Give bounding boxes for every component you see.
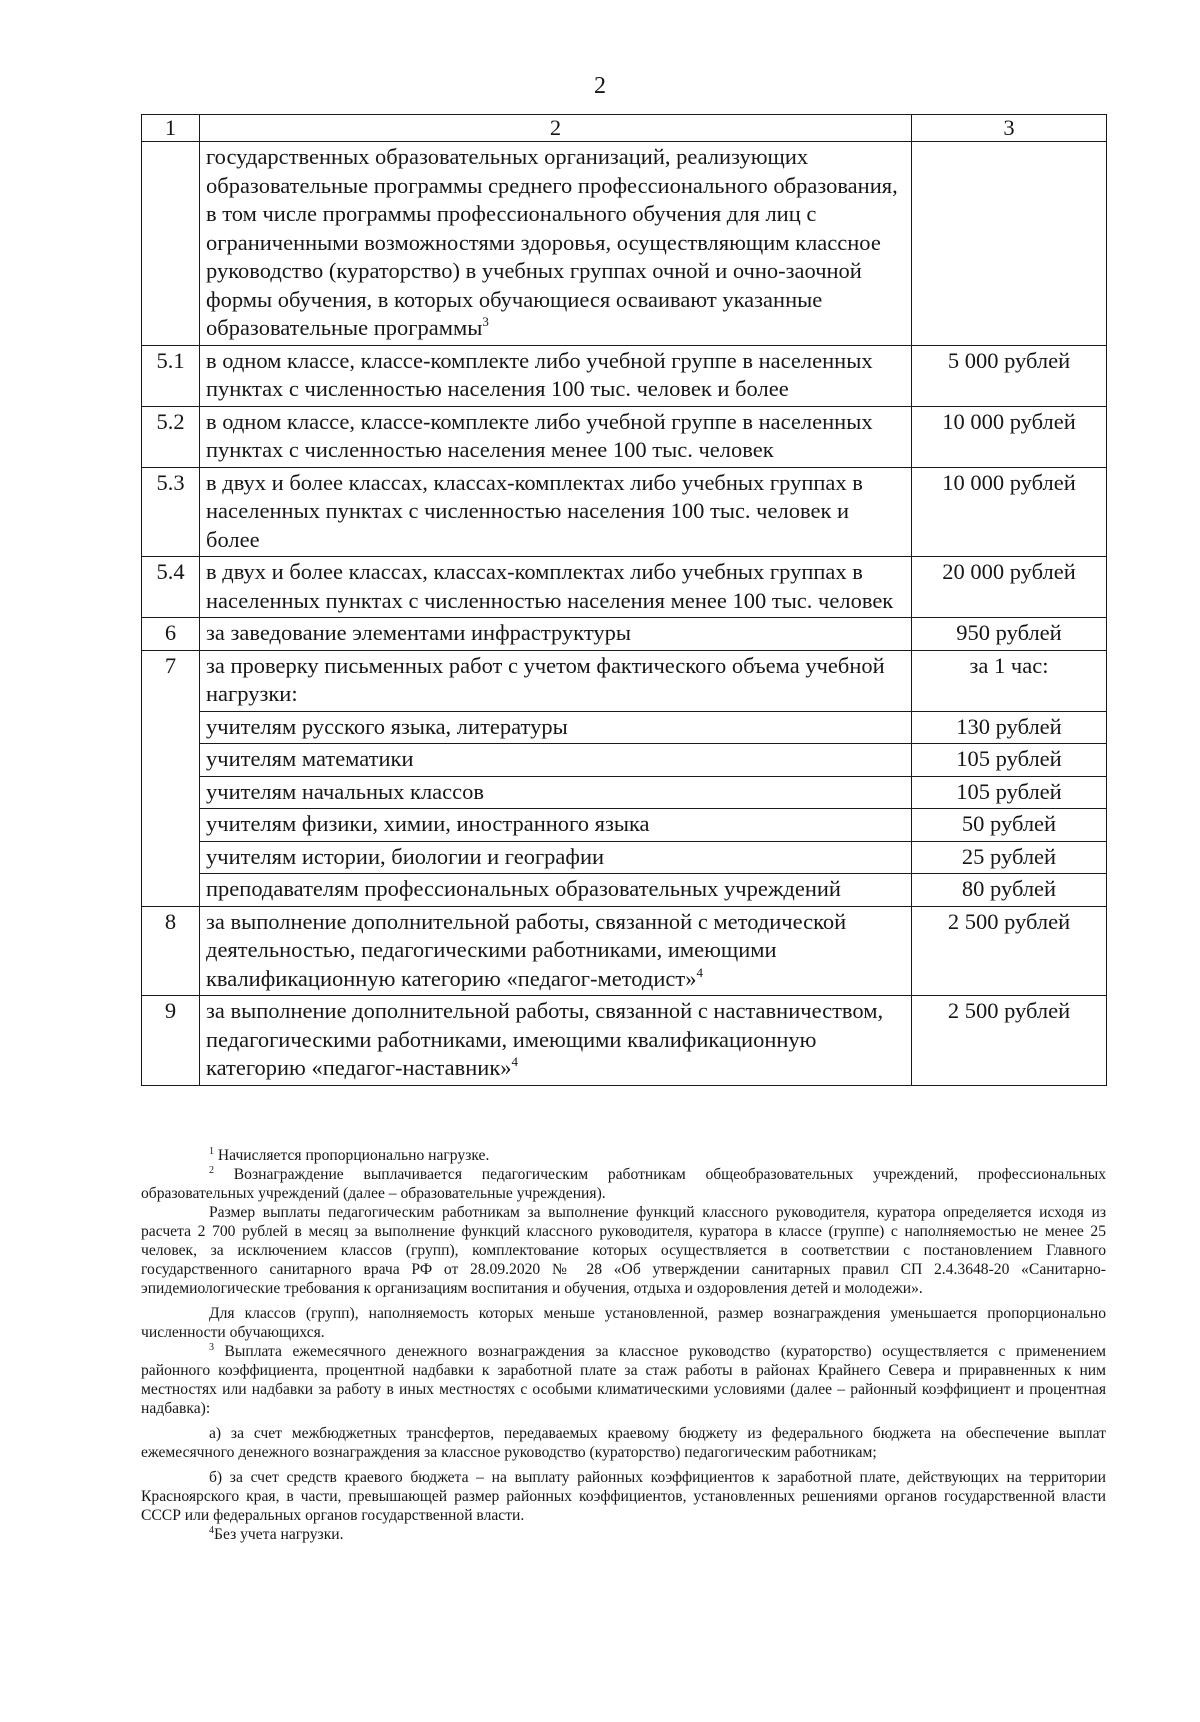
footnote-2-paragraph: Для классов (групп), наполняемость которых меньше установленной, размер вознаграждения уменьшается пропорционально численности обучающихся. — [141, 1305, 1106, 1341]
header-col-2: 2 — [200, 115, 912, 142]
row-description: в одном классе, классе-комплекте либо учебной группе в населенных пунктах с численностью населения менее 100 тыс. человек — [200, 406, 912, 467]
footnote-mark: 4 — [209, 1525, 214, 1536]
table-row — [142, 345, 1107, 406]
footnote-1: $^1$ Начисляется пропорционально нагрузке. — [209, 1146, 490, 1164]
row-number: 5.4 — [142, 557, 200, 618]
row-description: учителям русского языка, литературы — [200, 711, 912, 744]
row-number: 6 — [142, 618, 200, 651]
row-number: 5.2 — [142, 406, 200, 467]
table-row — [142, 841, 1107, 874]
footnote-2-paragraph: Размер выплаты педагогическим работникам за выполнение функций классного руководителя, куратора определяется исходя из расчета 2 700 рублей в месяц за выполнение функций классного руководителя, куратора в классе (группе) с наполняемостью не менее 25 человек, за исключением классов (групп), комплектование которых осуществляется в соответствии с постановлением Главного государственного санитарного врача РФ от 28.09.2020 № 28 «Об утверждении санитарных правил СП 2.4.3648-20 «Санитарно-эпидемиологические требования к организациям воспитания и обучения, отдыха и оздоровления детей и молодежи». — [141, 1204, 1106, 1297]
footnote-mark: 2 — [209, 1165, 214, 1176]
table-row — [142, 996, 1107, 1086]
table-row — [142, 467, 1107, 557]
row-amount: 2 500 рублей — [912, 996, 1107, 1086]
row-description: учителям математики — [200, 744, 912, 777]
header-col-3: 3 — [912, 115, 1107, 142]
row-description: преподавателям профессиональных образовательных учреждений — [200, 874, 912, 907]
row-description: в двух и более классах, классах-комплектах либо учебных группах в населенных пунктах с численностью населения 100 тыс. человек и более — [200, 467, 912, 557]
row-amount: 950 рублей — [912, 618, 1107, 651]
row-description: в двух и более классах, классах-комплектах либо учебных группах в населенных пунктах с численностью населения менее 100 тыс. человек — [200, 557, 912, 618]
table-header-row — [142, 115, 1107, 142]
row-description: учителям физики, химии, иностранного языка — [200, 809, 912, 842]
row-description: за выполнение дополнительной работы, связанной с методической деятельностью, педагогическими работниками, имеющими квалификационную категорию «педагог-методист»$^4$ — [200, 906, 912, 996]
table-row — [142, 406, 1107, 467]
row-amount: 5 000 рублей — [912, 345, 1107, 406]
table-row — [142, 618, 1107, 651]
row-amount: 130 рублей — [912, 711, 1107, 744]
table-row — [142, 776, 1107, 809]
row-amount: 25 рублей — [912, 841, 1107, 874]
row-amount: 105 рублей — [912, 776, 1107, 809]
row-description: за проверку письменных работ с учетом фактического объема учебной нагрузки: — [200, 650, 912, 711]
row-description: в одном классе, классе-комплекте либо учебной группе в населенных пунктах с численностью населения 100 тыс. человек и более — [200, 345, 912, 406]
row-number — [142, 142, 200, 346]
footnote-3-item-b: б) за счет средств краевого бюджета – на выплату районных коэффициентов к заработной плате, действующих на территории Красноярского края, в части, превышающей размер районных коэффициентов, установленных решениями органов государственной власти СССР или федеральных органов государственной власти. — [141, 1469, 1106, 1524]
row-number: 5.1 — [142, 345, 200, 406]
footnote-mark: 1 — [209, 1146, 214, 1157]
table-row — [142, 650, 1107, 711]
row-amount: 2 500 рублей — [912, 906, 1107, 996]
payments-table — [141, 114, 1107, 1086]
table-row — [142, 711, 1107, 744]
row-number: 5.3 — [142, 467, 200, 557]
table-row — [142, 557, 1107, 618]
footnote-4: $^4$Без учета нагрузки. — [209, 1525, 344, 1543]
footnote-2: $^2$ Вознаграждение выплачивается педагогическим работникам общеобразовательных учреждений, профессиональных образовательных учреждений (далее – образовательные учреждения). — [141, 1165, 1106, 1202]
footnote-ref: 3 — [482, 314, 489, 329]
footnote-3: $^3$ Выплата ежемесячного денежного вознаграждения за классное руководство (кураторство) осуществляется с применением районного коэффициента, процентной надбавки к заработной плате за стаж работы в районах Крайнего Севера и приравненных к ним местностях или надбавки за работу в иных местностях с особыми климатическими условиями (далее – районный коэффициент и процентная надбавка): — [141, 1342, 1106, 1417]
footnote-3-item-a: а) за счет межбюджетных трансфертов, передаваемых краевому бюджету из федерального бюджета на обеспечение выплат ежемесячного денежного вознаграждения за классное руководство (кураторство) педагогическим работникам; — [141, 1425, 1106, 1461]
row-description: за выполнение дополнительной работы, связанной с наставничеством, педагогическими работниками, имеющими квалификационную категорию «педагог-наставник»$^4$ — [200, 996, 912, 1086]
row-description: учителям начальных классов — [200, 776, 912, 809]
header-col-1: 1 — [142, 115, 200, 142]
table-row — [142, 874, 1107, 907]
row-number: 8 — [142, 906, 200, 996]
footnote-ref: 4 — [696, 964, 703, 980]
row-amount: 10 000 рублей — [912, 467, 1107, 557]
footnote-mark: 3 — [209, 1342, 214, 1353]
row-number: 9 — [142, 996, 200, 1086]
footnotes — [141, 1146, 1106, 1544]
row-amount: 20 000 рублей — [912, 557, 1107, 618]
row-number: 7 — [142, 650, 200, 906]
row-description: государственных образовательных организаций, реализующих образовательные программы среднего профессионального образования, в том числе программы профессионального обучения для лиц с ограниченными возможностями здоровья, осуществляющим классное руководство (кураторство) в учебных группах очной и очно-заочной формы обучения, в которых обучающиеся осваивают указанные образовательные программы$^3$ — [200, 142, 912, 346]
table-row — [142, 809, 1107, 842]
row-amount: 80 рублей — [912, 874, 1107, 907]
row-amount — [912, 142, 1107, 346]
page-number: 2 — [594, 73, 606, 99]
row-description: учителям истории, биологии и географии — [200, 841, 912, 874]
footnote-ref: 4 — [511, 1054, 519, 1069]
row-amount: 10 000 рублей — [912, 406, 1107, 467]
row-amount: за 1 час: — [912, 650, 1107, 711]
row-amount: 50 рублей — [912, 809, 1107, 842]
row-amount: 105 рублей — [912, 744, 1107, 777]
row-description: за заведование элементами инфраструктуры — [200, 618, 912, 651]
table-row — [142, 744, 1107, 777]
table-row — [142, 142, 1107, 346]
table-row — [142, 906, 1107, 996]
